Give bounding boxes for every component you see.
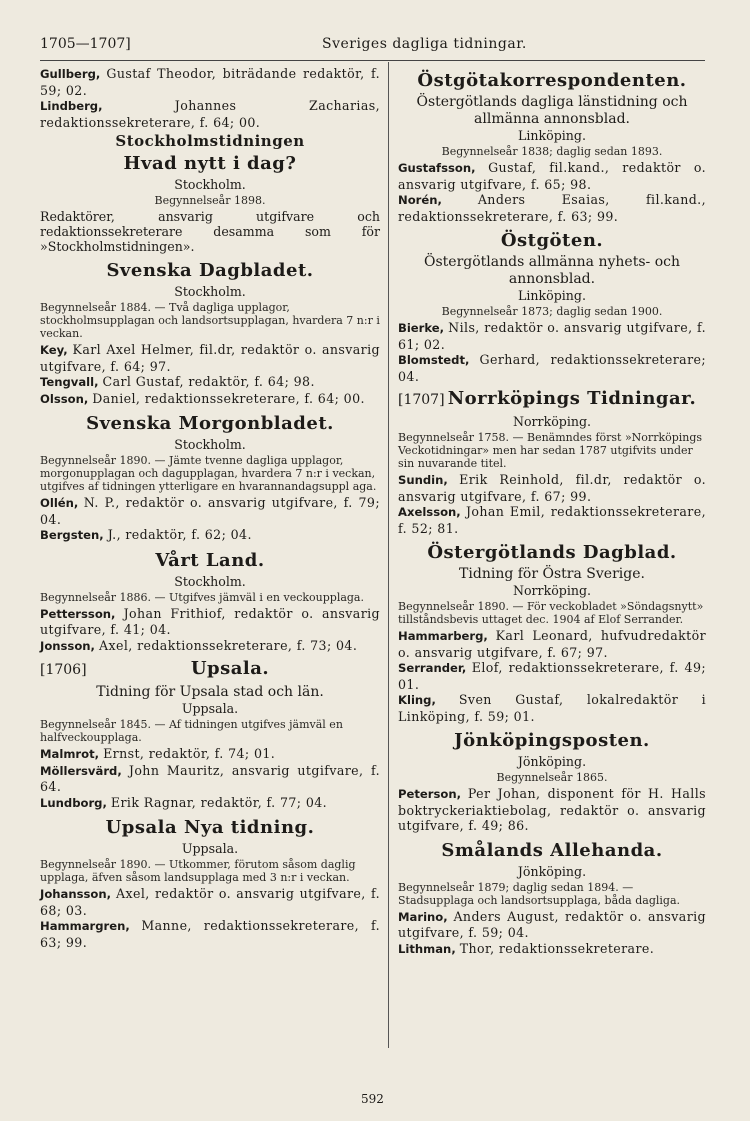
paper-info: Begynnelseår 1890. — För veckobladet »Söndagsnytt» tillståndsbevis uttaget dec. 1904 af Elof Serrander. xyxy=(398,600,704,626)
right-column xyxy=(398,66,706,957)
paper-subtitle: Östergötlands dagliga länstidning och allmänna annonsblad. xyxy=(416,94,688,127)
newspaper-ostgotakorrespondenten xyxy=(398,70,706,224)
paper-info: Begynnelseår 1886. — Utgifves jämväl i en veckoupplaga. xyxy=(40,590,364,604)
column-divider xyxy=(388,62,389,1048)
paper-place: Jönköping. xyxy=(517,863,587,879)
newspaper-jonkopingsposten xyxy=(398,730,706,834)
paper-title: Östgöten. xyxy=(500,230,604,251)
paper-place: Linköping. xyxy=(518,128,586,143)
page-range: 1705—1707] xyxy=(40,36,131,52)
newspaper-vart-land xyxy=(40,550,380,655)
title-row xyxy=(40,658,380,684)
entry: Jonsson, Axel, redaktionssekreterare, f. 73; 04. xyxy=(40,637,358,653)
newspaper-svenska-morgonbladet xyxy=(40,413,380,544)
paper-place: Linköping. xyxy=(518,288,586,303)
paper-place: Uppsala. xyxy=(181,841,239,856)
paper-title: Smålands Allehanda. xyxy=(441,839,663,861)
running-header xyxy=(40,36,705,60)
paper-place: Stockholm. xyxy=(174,573,246,589)
newspaper-norrkopings-tidningar xyxy=(398,388,706,536)
paper-place: Jönköping. xyxy=(517,754,587,769)
paper-title: Upsala Nya tidning. xyxy=(105,817,315,838)
paper-info: Begynnelseår 1890. — Utkommer, förutom såsom daglig upplaga, äfven såsom landsupplaga med 3 n:r i veckan. xyxy=(40,858,356,884)
paper-title: Svenska Dagbladet. xyxy=(106,260,314,281)
entry: Ollén, N. P., redaktör o. ansvarig utgifvare, f. 79; 04. xyxy=(40,495,380,527)
newspaper-smalands-allehanda xyxy=(398,840,706,958)
paper-info: Begynnelseår 1879; daglig sedan 1894. — Stadsupplaga och landsortsupplaga, båda dagliga. xyxy=(398,880,681,907)
entry: Peterson, Per Johan, disponent för H. Halls boktryckeriaktiebolag, redaktör o. ansvarig utgifvare, f. 49; 86. xyxy=(398,786,706,833)
left-column xyxy=(40,66,380,950)
paper-subtitle: Östergötlands allmänna nyhets- och annonsblad. xyxy=(424,254,680,287)
paper-place: Stockholm. xyxy=(174,437,246,452)
entry: Lundborg, Erik Ragnar, redaktör, f. 77; 04. xyxy=(40,794,328,810)
entry: Hammarberg, Karl Leonard, hufvudredaktör o. ansvarig utgifvare, f. 67; 97. xyxy=(398,628,706,660)
entry: Kling, Sven Gustaf, lokalredaktör i Linköping, f. 59; 01. xyxy=(398,692,706,724)
newspaper-ostgoten xyxy=(398,230,706,384)
paper-info: Begynnelseår 1884. — Två dagliga upplagor, stockholmsupplagan och landsortsupplagan, hvardera 7 n:r i veckan. xyxy=(40,301,380,340)
entry: Axelsson, Johan Emil, redaktionssekreterare, f. 52; 81. xyxy=(398,504,706,536)
paper-subtitle: Tidning för Östra Sverige. xyxy=(459,566,645,582)
newspaper-ostergotlands-dagblad xyxy=(398,542,706,724)
entry: Lithman, Thor, redaktionssekreterare. xyxy=(398,940,655,956)
paper-title: Hvad nytt i dag? xyxy=(123,153,297,174)
paper-info: Begynnelseår 1838; daglig sedan 1893. xyxy=(441,145,663,158)
paper-place: Norrköping. xyxy=(512,414,592,429)
paper-founded: Begynnelseår 1898. xyxy=(154,194,266,207)
newspaper-svenska-dagbladet xyxy=(40,260,380,407)
title-row xyxy=(398,388,706,414)
paper-title: Östergötlands Dagblad. xyxy=(427,542,677,563)
paper-info: Begynnelseår 1865. xyxy=(496,771,608,784)
page-number: 592 xyxy=(361,1092,384,1106)
entry: Tengvall, Carl Gustaf, redaktör, f. 64; 98. xyxy=(40,374,315,389)
paper-place: Stockholm. xyxy=(174,284,246,299)
paper-title: Norrköpings Tidningar. xyxy=(447,388,697,409)
entry: Key, Karl Axel Helmer, fil.dr, redaktör o. ansvarig utgifvare, f. 64; 97. xyxy=(40,342,380,374)
header-rule xyxy=(40,60,705,61)
paper-place: Stockholm. xyxy=(174,177,246,192)
paper-title: Vårt Land. xyxy=(155,549,265,571)
paper-title: Jönköpingsposten. xyxy=(454,730,650,751)
entry: Lindberg, Johannes Zacharias, redaktionssekreterare, f. 64; 00. xyxy=(40,98,380,130)
entry: Bierke, Nils, redaktör o. ansvarig utgifvare, f. 61; 02. xyxy=(398,320,706,352)
entry: Pettersson, Johan Frithiof, redaktör o. ansvarig utgifvare, f. 41; 04. xyxy=(40,605,380,637)
entry: Marino, Anders August, redaktör o. ansvarig utgifvare, f. 59; 04. xyxy=(398,908,706,940)
paper-supertitle: Stockholmstidningen xyxy=(115,132,305,150)
entry: Gullberg, Gustaf Theodor, biträdande redaktör, f. 59; 02. xyxy=(40,66,380,98)
newspaper-upsala-nya xyxy=(40,817,380,950)
paper-info: Begynnelseår 1890. — Jämte tvenne dagliga upplagor, morgonupplagan och dagupplagan, hvardera 7 n:r i veckan, utgifves af tidningen ytterligare en hvarannandagsuppl aga. xyxy=(40,454,377,493)
entry: Sundin, Erik Reinhold, fil.dr, redaktör o. ansvarig utgifvare, f. 67; 99. xyxy=(398,472,706,504)
entry: Möllersvärd, John Mauritz, ansvarig utgifvare, f. 64. xyxy=(40,762,380,794)
entry: Olsson, Daniel, redaktionssekreterare, f. 64; 00. xyxy=(40,390,365,406)
paper-info: Begynnelseår 1758. — Benämndes först »Norrköpings Veckotidningar» men har sedan 1787 utgifvits under sin nuvarande titel. xyxy=(398,431,703,470)
paper-note: Redaktörer, ansvarig utgifvare och redaktionssekreterare desamma som för »Stockholmstidningen». xyxy=(40,209,380,254)
entry: Norén, Anders Esaias, fil.kand., redaktionssekreterare, f. 63; 99. xyxy=(398,192,706,224)
entry: Gustafsson, Gustaf, fil.kand., redaktör o. ansvarig utgifvare, f. 65; 98. xyxy=(398,160,706,192)
paper-place: Norrköping. xyxy=(512,583,592,598)
entry: Malmrot, Ernst, redaktör, f. 74; 01. xyxy=(40,746,276,761)
entry: Hammargren, Manne, redaktionssekreterare, f. 63; 99. xyxy=(40,918,380,950)
newspaper-upsala xyxy=(40,658,380,811)
paper-info: Begynnelseår 1873; daglig sedan 1900. xyxy=(441,305,663,318)
running-title: Sveriges dagliga tidningar. xyxy=(322,36,527,52)
paper-title: Östgötakorrespondenten. xyxy=(417,70,687,91)
section-marker: [1707] xyxy=(398,392,445,408)
paper-info: Begynnelseår 1845. — Af tidningen utgifves jämväl en halfveckoupplaga. xyxy=(40,718,343,744)
entry: Blomstedt, Gerhard, redaktionssekreterare; 04. xyxy=(398,352,706,384)
entry: Serrander, Elof, redaktionssekreterare, f. 49; 01. xyxy=(398,660,706,692)
paper-place: Uppsala. xyxy=(181,701,239,716)
paper-subtitle: Tidning för Upsala stad och län. xyxy=(96,684,324,700)
paper-title: Svenska Morgonbladet. xyxy=(86,413,334,434)
section-marker: [1706] xyxy=(40,662,87,678)
entry: Johansson, Axel, redaktör o. ansvarig utgifvare, f. 68; 03. xyxy=(40,886,380,918)
newspaper-hvad-nytt xyxy=(40,132,380,254)
paper-title: Upsala. xyxy=(190,658,270,679)
entry: Bergsten, J., redaktör, f. 62; 04. xyxy=(40,527,252,542)
